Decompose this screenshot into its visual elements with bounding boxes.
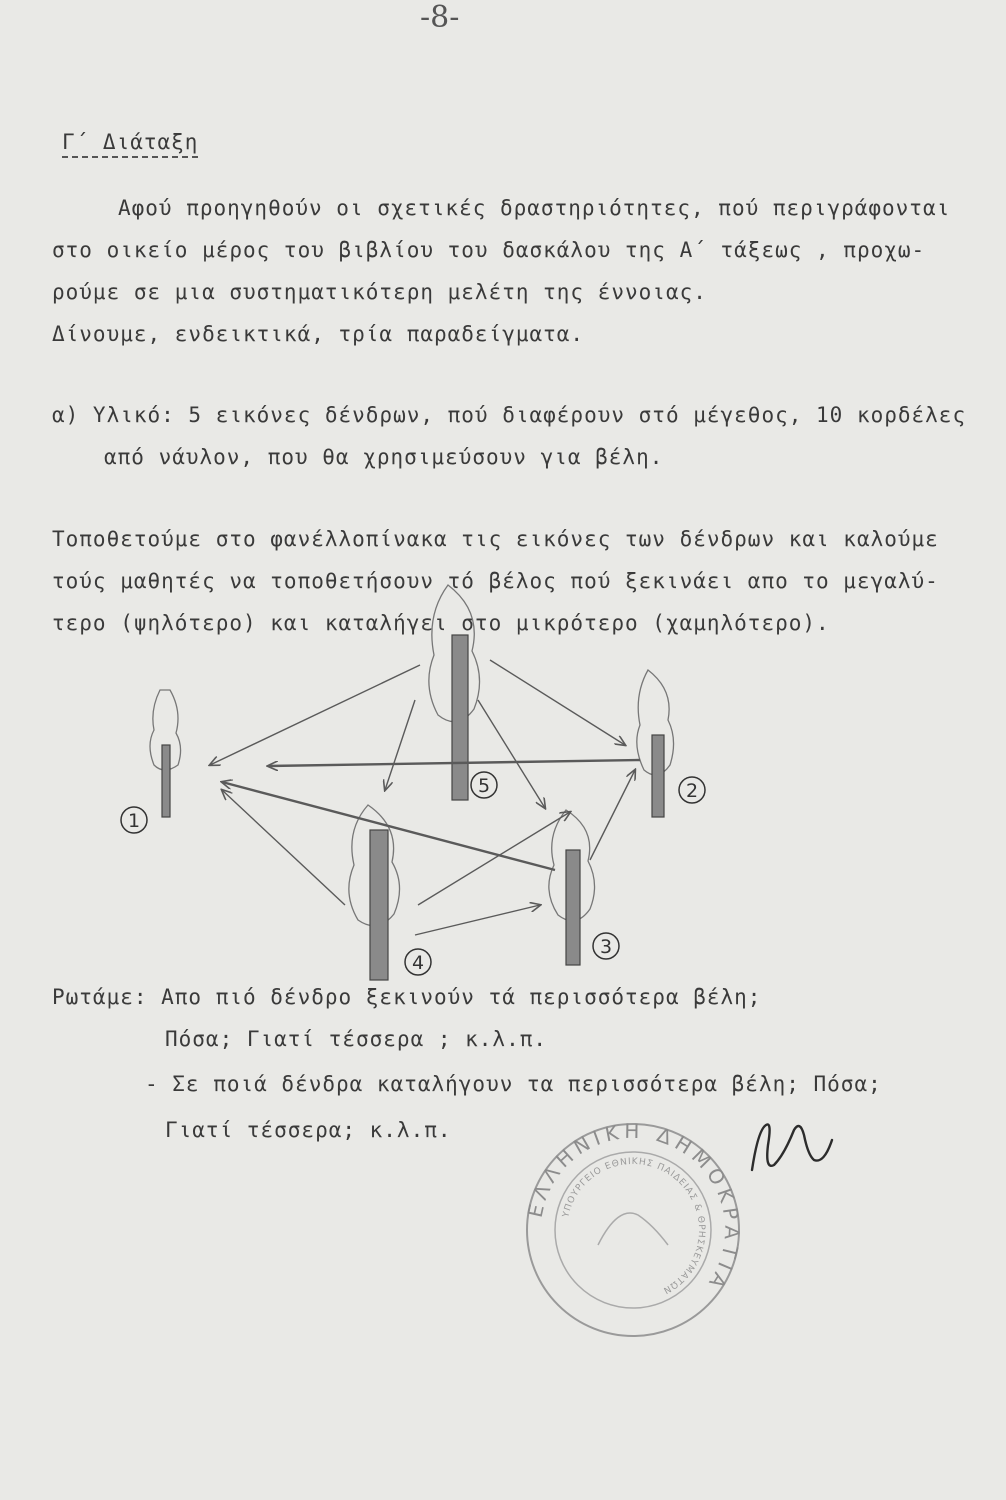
page-number: -8- <box>420 0 460 35</box>
intro-line: Δίνουμε, ενδεικτικά, τρία παραδείγματα. <box>52 322 585 346</box>
intro-line: Αφού προηγηθούν οι σχετικές δραστηριότητες, πού περιγράφονται <box>118 196 951 220</box>
signature <box>740 1110 840 1190</box>
example-a-line: από νάυλον, που θα χρησιμεύσουν για βέλη. <box>104 445 664 469</box>
svg-text:ΕΛΛΗΝΙΚΗ ΔΗΜΟΚΡΑΤΙΑ <box>523 1119 745 1297</box>
svg-text:ΥΠΟΥΡΓΕΙΟ ΕΘΝΙΚΗΣ ΠΑΙΔΕΙΑΣ & Θ <box>561 1157 706 1296</box>
tree-label-1 <box>121 807 147 833</box>
instruction-line: Τοποθετούμε στο φανέλλοπίνακα τις εικόνες των δένδρων και καλούμε <box>52 527 939 551</box>
tree-number: 4 <box>411 952 425 974</box>
tree-label-4 <box>405 949 431 975</box>
tree-5 <box>429 585 480 800</box>
intro-line: στο οικείο μέρος του βιβλίου του δασκάλου της Α΄ τάξεως , προχω- <box>52 238 926 262</box>
instruction-line: τερο (ψηλότερο) και καταλήγει στο μικρότερο (χαμηλότερο). <box>52 611 830 635</box>
arrow-5-to-4 <box>385 700 415 790</box>
intro-line: ρούμε σε μια συστηματικότερη μελέτη της έννοιας. <box>52 280 707 304</box>
tree-number: 5 <box>477 775 491 797</box>
example-a-line: α) Υλικό: 5 εικόνες δένδρων, πού διαφέρουν στό μέγεθος, 10 κορδέλες <box>52 403 967 427</box>
question-line: Πόσα; Γιατί τέσσερα ; κ.λ.π. <box>165 1027 548 1051</box>
arrow-4-to-3b <box>415 905 540 935</box>
arrow-5-to-2 <box>490 660 625 745</box>
tree-2 <box>637 670 674 817</box>
question-line: Γιατί τέσσερα; κ.λ.π. <box>165 1118 452 1142</box>
tree-label-5 <box>471 772 497 798</box>
question-line: Ρωτάμε: Απο πιό δένδρο ξεκινούν τά περισσότερα βέλη; <box>52 985 762 1009</box>
section-heading: Γ΄ Διάταξη <box>62 130 198 158</box>
arrow-4-to-1 <box>222 790 345 905</box>
tree-label-2 <box>679 777 705 803</box>
tree-4 <box>349 805 400 980</box>
arrow-5-to-1 <box>210 665 420 765</box>
stamp-text: ΕΛΛΗΝΙΚΗ ΔΗΜΟΚΡΑΤΙΑ <box>522 1118 745 1297</box>
arrow-3-to-2 <box>590 770 635 860</box>
tree-1 <box>150 690 181 817</box>
tree-number: 2 <box>685 780 699 802</box>
tree-number: 1 <box>127 810 141 832</box>
tree-3 <box>549 810 595 965</box>
tree-label-3 <box>593 933 619 959</box>
stamp-inner-text: ΥΠΟΥΡΓΕΙΟ ΕΘΝΙΚΗΣ ΠΑΙΔΕΙΑΣ & ΘΡΗΣΚΕΥΜΑΤΩΝ <box>561 1156 707 1296</box>
question-line: - Σε ποιά δένδρα καταλήγουν τα περισσότερα βέλη; Πόσα; <box>145 1072 882 1096</box>
official-stamp <box>518 1115 748 1345</box>
emblem-icon <box>598 1213 668 1245</box>
arrow-4-to-3 <box>418 812 570 905</box>
tree-number: 3 <box>599 936 613 958</box>
instruction-line: τούς μαθητές να τοποθετήσουν τό βέλος πού ξεκινάει απο το μεγαλύ- <box>52 569 939 593</box>
